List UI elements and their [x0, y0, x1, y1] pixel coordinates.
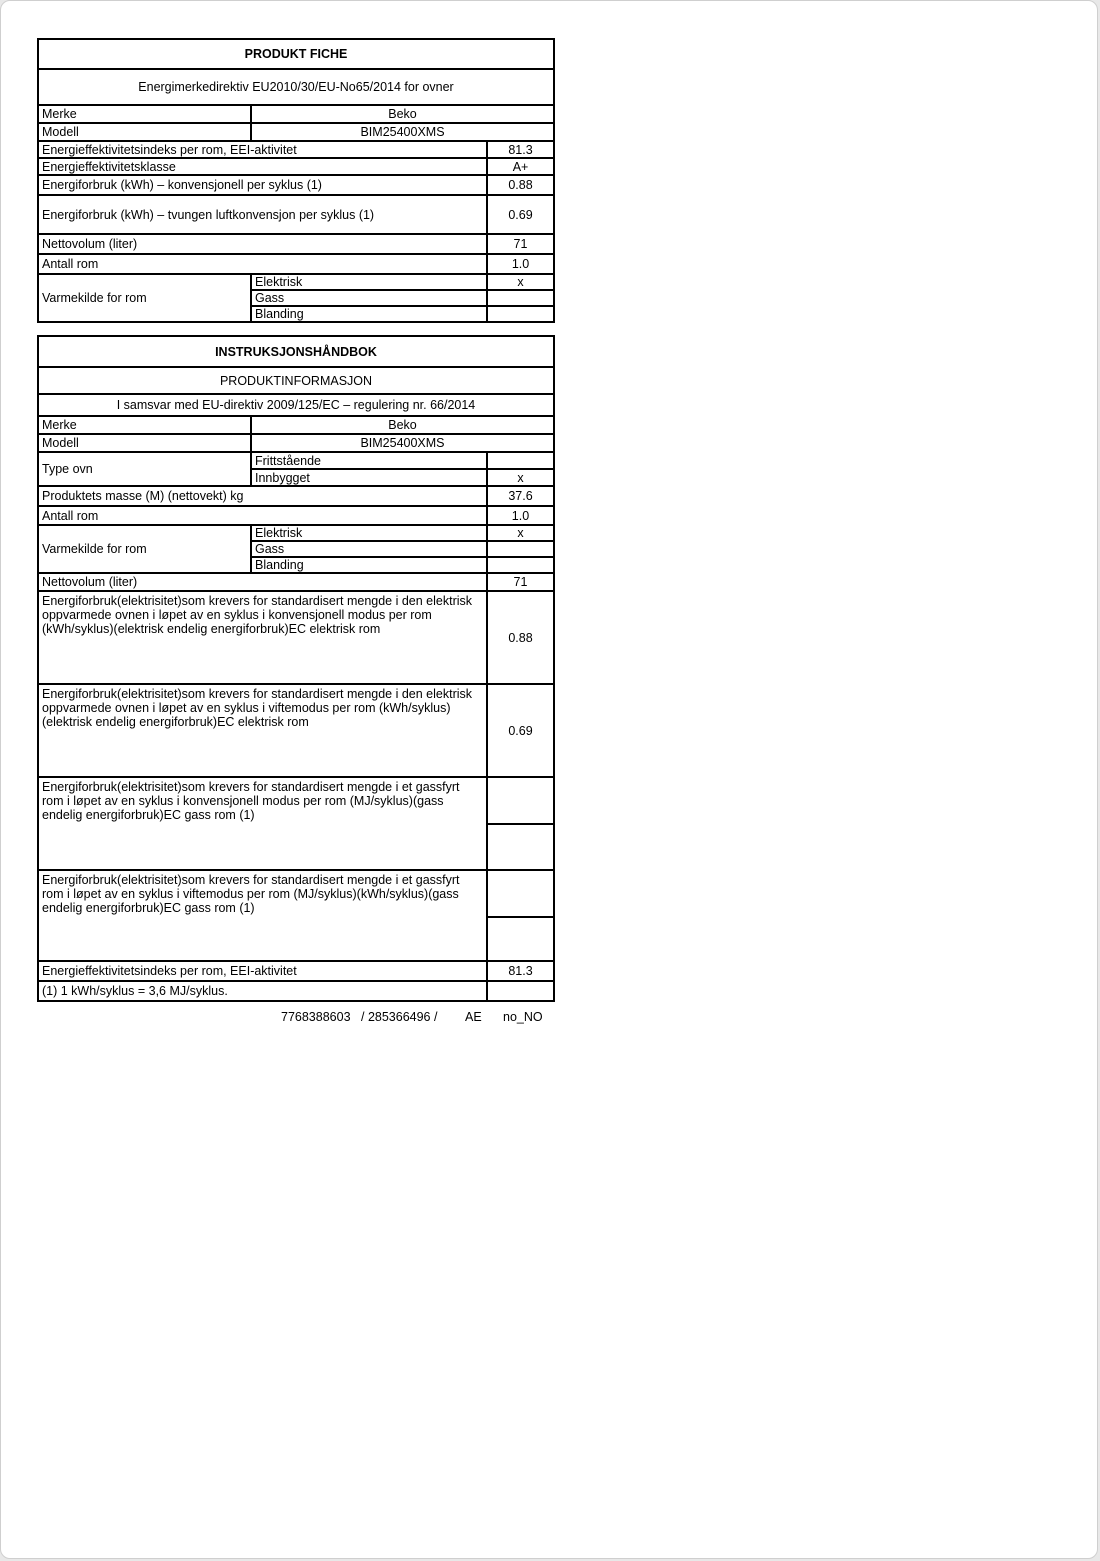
manual-eei-value: 81.3 [487, 961, 554, 981]
manual-ec-gass-vifte-label: Energiforbruk(elektrisitet)som krevers for standardisert mengde i et gassfyrt rom i løpet av en syklus i viftemodus per rom (MJ/syklus)(kWh/syklus)(gass endelig energiforbruk)EC gass rom (1) [38, 870, 487, 961]
manual-ec-gass-konv-label: Energiforbruk(elektrisitet)som krevers for standardisert mengde i et gassfyrt rom i løpet av en syklus i konvensjonell modus per rom (MJ/syklus)(gass endelig energiforbruk)EC gass rom (1) [38, 777, 487, 870]
manual-gass-value [487, 541, 554, 557]
fiche-title: PRODUKT FICHE [38, 39, 554, 69]
fiche-tvungen-label: Energiforbruk (kWh) – tvungen luftkonvensjon per syklus (1) [38, 195, 487, 234]
fiche-eei-value: 81.3 [487, 141, 554, 158]
manual-varme-label: Varmekilde for rom [38, 525, 251, 573]
fiche-klasse-value: A+ [487, 158, 554, 175]
manual-title: INSTRUKSJONSHÅNDBOK [38, 336, 554, 367]
manual-ec-el-konv-label: Energiforbruk(elektrisitet)som krevers for standardisert mengde i den elektrisk oppvarmede ovnen i løpet av en syklus i konvensjonell modus per rom (kWh/syklus)(elektrisk endelig energiforbruk)EC elektrisk rom [38, 591, 487, 684]
manual-innbygget-label: Innbygget [251, 469, 487, 486]
manual-elektrisk-value: x [487, 525, 554, 541]
manual-regulation: I samsvar med EU-direktiv 2009/125/EC – regulering nr. 66/2014 [38, 394, 554, 416]
manual-merke-value: Beko [251, 416, 554, 434]
manual-netto-value: 71 [487, 573, 554, 591]
footer-code-3: AE [465, 1010, 482, 1024]
manual-antall-label: Antall rom [38, 506, 487, 525]
manual-netto-label: Nettovolum (liter) [38, 573, 487, 591]
manual-frittstaende-value [487, 452, 554, 469]
footer-locale: no_NO [503, 1010, 543, 1024]
manual-eei-label: Energieffektivitetsindeks per rom, EEI-aktivitet [38, 961, 487, 981]
fiche-tvungen-value: 0.69 [487, 195, 554, 234]
manual-masse-label: Produktets masse (M) (nettovekt) kg [38, 486, 487, 506]
instruksjonshandbok-table [37, 335, 555, 1002]
fiche-modell-value: BIM25400XMS [251, 123, 554, 141]
manual-antall-value: 1.0 [487, 506, 554, 525]
manual-modell-label: Modell [38, 434, 251, 452]
manual-frittstaende-label: Frittstående [251, 452, 487, 469]
fiche-blanding-value [487, 306, 554, 322]
manual-footnote-value [487, 981, 554, 1001]
fiche-netto-value: 71 [487, 234, 554, 254]
fiche-modell-label: Modell [38, 123, 251, 141]
fiche-antall-value: 1.0 [487, 254, 554, 274]
fiche-konv-label: Energiforbruk (kWh) – konvensjonell per syklus (1) [38, 175, 487, 195]
manual-ec-el-vifte-label: Energiforbruk(elektrisitet)som krevers for standardisert mengde i den elektrisk oppvarmede ovnen i løpet av en syklus i viftemodus per rom (kWh/syklus)(elektrisk endelig energiforbruk)EC elektrisk rom [38, 684, 487, 777]
fiche-eei-label: Energieffektivitetsindeks per rom, EEI-aktivitet [38, 141, 487, 158]
manual-merke-label: Merke [38, 416, 251, 434]
footer-code-1: 7768388603 [281, 1010, 351, 1024]
manual-innbygget-value: x [487, 469, 554, 486]
footer-code-2: / 285366496 / [361, 1010, 438, 1024]
fiche-netto-label: Nettovolum (liter) [38, 234, 487, 254]
fiche-klasse-label: Energieffektivitetsklasse [38, 158, 487, 175]
fiche-elektrisk-label: Elektrisk [251, 274, 487, 290]
fiche-gass-value [487, 290, 554, 306]
fiche-konv-value: 0.88 [487, 175, 554, 195]
manual-blanding-label: Blanding [251, 557, 487, 573]
fiche-blanding-label: Blanding [251, 306, 487, 322]
manual-ec-gass-konv-value-2 [487, 824, 554, 870]
fiche-gass-label: Gass [251, 290, 487, 306]
fiche-elektrisk-value: x [487, 274, 554, 290]
manual-modell-value: BIM25400XMS [251, 434, 554, 452]
manual-type-label: Type ovn [38, 452, 251, 486]
fiche-merke-label: Merke [38, 105, 251, 123]
produkt-fiche-table [37, 38, 555, 323]
manual-gass-label: Gass [251, 541, 487, 557]
fiche-subtitle: Energimerkedirektiv EU2010/30/EU-No65/2014 for ovner [38, 69, 554, 105]
fiche-varme-label: Varmekilde for rom [38, 274, 251, 322]
manual-blanding-value [487, 557, 554, 573]
fiche-antall-label: Antall rom [38, 254, 487, 274]
manual-ec-gass-vifte-value-2 [487, 917, 554, 961]
instruksjonshandbok-sheet [37, 335, 553, 1002]
manual-ec-el-konv-value: 0.88 [487, 591, 554, 684]
fiche-merke-value: Beko [251, 105, 554, 123]
manual-footnote: (1) 1 kWh/syklus = 3,6 MJ/syklus. [38, 981, 487, 1001]
produkt-fiche-sheet [37, 38, 553, 323]
manual-subtitle: PRODUKTINFORMASJON [38, 367, 554, 394]
manual-ec-gass-vifte-value-1 [487, 870, 554, 917]
manual-elektrisk-label: Elektrisk [251, 525, 487, 541]
manual-ec-el-vifte-value: 0.69 [487, 684, 554, 777]
manual-ec-gass-konv-value-1 [487, 777, 554, 824]
manual-masse-value: 37.6 [487, 486, 554, 506]
